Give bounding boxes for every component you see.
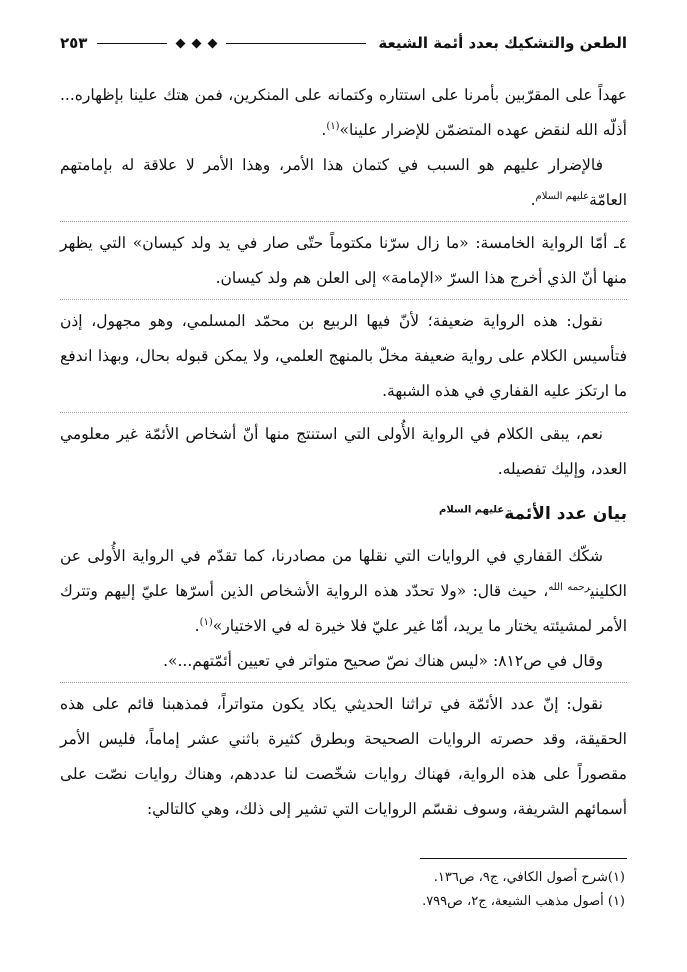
footnote-separator	[420, 858, 627, 859]
paragraph: نقول: هذه الرواية ضعيفة؛ لأنّ فيها الربيع بن محمّد المسلمي، وهو مجهول، إذن فتأسيس الكلام على رواية ضعيفة مخلّ بالمنهج العلمي، ولا يمكن قبوله بحال، وبهذا اندفع ما ارتكز عليه القفاري في هذه الشبهة.	[60, 312, 627, 400]
paragraph: فالإضرار عليهم هو السبب في كتمان هذا الأمر، وهذا الأمر لا علاقة له بإمامتهم العامّة$^{عليهم السلام}$.	[60, 156, 627, 209]
paragraph: نعم، يبقى الكلام في الرواية الأُولى التي استنتج منها أنّ أشخاص الأئمّة غير معلومي العدد، وإليك تفصيله.	[60, 425, 627, 478]
dotted-separator	[60, 682, 627, 683]
paragraph: شكّك القفاري في الروايات التي نقلها من مصادرنا، كما تقدّم في الرواية الأُولى عن الكليني$^{رحمه الله}$، حيث قال: «ولا تحدّد هذه الرواية الأشخاص الذين أسرّها عليّ إليهم وتترك الأمر لمشيئته يختار ما يريد، أمّا غير عليّ فلا خيرة له في الاختيار»$^{(١)}$.	[60, 547, 627, 635]
paragraph: ٤ـ أمّا الرواية الخامسة: «ما زال سرّنا مكتوماً حتّى صار في يد ولد كيسان» التي يظهر منها أنّ الذي أخرج هذا السرّ «الإمامة» إلى العلن هم ولد كيسان.	[60, 234, 627, 287]
header-title: الطعن والتشكيك بعدد أئمة الشيعة	[378, 34, 627, 52]
paragraph: وقال في ص٨١٢: «ليس هناك نصّ صحيح متواتر في تعيين أئمّتهم...».	[163, 652, 603, 670]
paragraph: نقول: إنّ عدد الأئمّة في تراثنا الحديثي يكاد يكون متواتراً، فمذهبنا قائم على هذه الحقيقة، وقد حصرته الروايات الصحيحة وبطرق كثيرة باثني عشر إماماً، فليس الأمر مقصوراً على هذه الرواية، فهناك روايات شخّصت لنا عددهم، وهناك روايات نصّت على أسمائهم الشريفة، وسوف نقسّم الروايات التي تشير إلى ذلك، وهي كالتالي:	[60, 695, 627, 818]
header-rule-right	[97, 43, 167, 44]
footnote-ref[interactable]: (١)	[199, 616, 213, 628]
dotted-separator	[60, 221, 627, 222]
main-text	[60, 78, 627, 827]
footnote-ref[interactable]: (١)	[326, 120, 340, 132]
diamond-icon	[192, 38, 202, 48]
footnote: (١)شرح أصول الكافي، ج٩، ص١٣٦.	[433, 870, 625, 885]
footnote: (١) أصول مذهب الشيعة، ج٢، ص٧٩٩.	[422, 894, 625, 909]
section-heading: بيان عدد الأئمة$^{عليهم السلام}$	[439, 504, 627, 524]
footnotes	[60, 866, 625, 914]
diamond-icon	[208, 38, 218, 48]
header-rule-left	[226, 43, 366, 44]
dotted-separator	[60, 412, 627, 413]
running-header	[60, 28, 627, 58]
honorific-mark: عليهم السلام	[439, 504, 505, 516]
honorific-mark: عليهم السلام	[535, 190, 590, 202]
header-ornament	[177, 40, 216, 47]
diamond-icon	[176, 38, 186, 48]
dotted-separator	[60, 299, 627, 300]
honorific-mark: رحمه الله	[548, 581, 591, 593]
page-number: ٢٥٣	[60, 34, 88, 52]
paragraph: عهداً على المقرّبين بأمرنا على استتاره وكتمانه على المنكرين، فمن هتك علينا بإظهاره... أذلّه الله لنقض عهده المتضمّن للإضرار علينا»$^{(١)}$.	[60, 86, 627, 139]
